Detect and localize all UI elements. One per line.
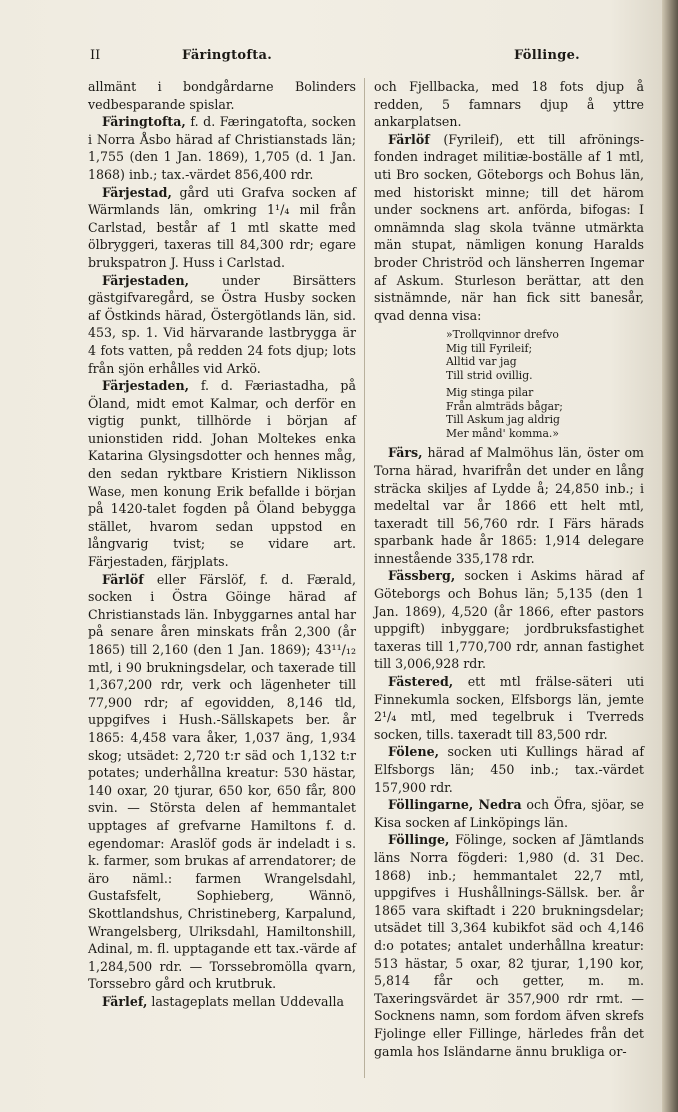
verse-line: Alltid var jag [446, 355, 517, 369]
verse-stanza [446, 386, 644, 440]
headword: Färjestaden, [102, 272, 190, 288]
entry-farjestad: Färjestad, gård uti Grafva socken af Wärmlands län, omkring 1¹/₄ mil från Carlstad, består af 1 mtl skatte med ölbryggeri, taxeras till 84,300 rdr; egare brukspatron J. Huss i Carlstad. [88, 184, 356, 270]
right-column [374, 78, 644, 1060]
entry-farlef: Färlef, lastageplats mellan Uddevalla [102, 993, 345, 1009]
headword: Färlöf [102, 571, 144, 587]
verse-line: Mig stinga pilar [446, 386, 534, 400]
headword: Färjestaden, [102, 378, 190, 394]
verse-line: Mig till Fyrileif; [446, 341, 533, 355]
verse-stanza [446, 328, 644, 382]
headword: Färingtofta, [102, 114, 186, 130]
entry-continuation: allmänt i bondgårdarne Bolinders vedbesparande spislar. [88, 79, 356, 112]
entry-folene: Fölene, socken uti Kullings härad af Elfsborgs län; 450 inb.; tax.-värdet 157,900 rdr. [374, 744, 644, 795]
headword: Fässberg, [388, 568, 456, 584]
verse-line: Från almträds bågar; [446, 399, 563, 413]
entry-faringtofta: Färingtofta, f. d. Færingatofta, socken i Norra Åsbo härad af Christianstads län; 1,755 (den 1 Jan. 1869), 1,705 (d. 1 Jan. 1868) inb.; tax.-värdet 856,400 rdr. [88, 114, 356, 182]
entry-farjestaden-2: Färjestaden, f. d. Færiastadha, på Öland, midt emot Kalmar, och derför en vigtig punkt, tillhörde i början af unionstiden ridd. Johan Moltekes enka Katarina Glysingsdotter och hennes måg, den sedan ryktbare Kristiern Niklisson Wase, men konung Erik befallde i början på 1420-talet fogden på Öland bebygga stället, hvarom sedan uppstod en långvarig tvist; se vidare art. Färjestaden, färjplats. [88, 378, 356, 570]
entry-farjestaden-1: Färjestaden, under Birsätters gästgifvaregård, se Östra Husby socken af Östkinds härad, Östergötlands län, sid. 453, sp. 1. Vid härvarande lastbrygga är 4 fots vatten, på redden 24 fots djup; lots från sjön erhålles vid Arkö. [88, 272, 356, 376]
entry-continuation: och Fjellbacka, med 18 fots djup å redden, 5 famnars djup å yttre ankarplatsen. [374, 79, 644, 130]
entry-fastered: Fästered, ett mtl frälse-säteri uti Finnekumla socken, Elfsborgs län, jemte 2¹/₄ mtl, med tegelbruk i Tverreds socken, tills. taxeradt till 83,500 rdr. [374, 674, 644, 742]
verse-line: Mer månd' komma.» [446, 426, 559, 440]
entry-farlof-fyrileif: Färlöf (Fyrileif), ett till afrönings-fonden indraget militiæ-boställe af 1 mtl, uti Bro socken, Göteborgs och Bohus län, med historiskt minne; till det härom under socknens art. anförda, bifogas: I omnämnda slag skola tvänne utmärkta män stupat, nämligen konung Haralds broder Christröd och länsherren Ingemar af Askum. Sturleson berättar, att den sistnämnde, när han fick sitt banesår, qvad denna visa: [374, 131, 644, 323]
right-running-title: Föllinge. [513, 48, 580, 63]
left-running-title: Färingtofta. [182, 48, 273, 63]
column-divider [364, 78, 365, 1078]
verse-line: »Trollqvinnor drefvo [446, 328, 559, 342]
headword: Föllinge, [388, 832, 450, 848]
page-header [90, 48, 580, 68]
entry-follinge: Föllinge, Fölinge, socken af Jämtlands läns Norra fögderi: 1,980 (d. 31 Dec. 1868) inb.; hemmantalet 22,7 mtl, uppgifves i Hushållnings-Sällsk. ber. år 1865 vara skiftadt i 220 brukningsdelar; utsädet till 3,364 kubikfot säd och 4,146 d:o potates; antalet underhållna kreatur: 513 hästar, 5 oxar, 82 tjurar, 1,190 kor, 5,814 får och getter, m. m. Taxeringsvärdet är 357,900 rdr rmt. — Socknens namn, som fordom äfven skrefs Fjolinge eller Fillinge, härledes från det gamla hos Isländarne ännu brukliga or- [374, 832, 644, 1059]
verse-quote [446, 328, 644, 440]
page-edge [662, 0, 678, 1112]
left-column [88, 78, 356, 1010]
headword: Färlef, [102, 993, 148, 1009]
page-number: II [90, 48, 101, 63]
verse-line: Till Askum jag aldrig [446, 413, 560, 427]
verse-line: Till strid ovillig. [446, 368, 533, 382]
headword: Färjestad, [102, 184, 172, 200]
headword: Föllingarne, Nedra [388, 797, 522, 813]
entry-fassberg: Fässberg, socken i Askims härad af Göteborgs och Bohus län; 5,135 (den 1 Jan. 1869), 4,520 (år 1866, efter pastors uppgift) inbyggare; jordbruksfastighet taxeras till 1,770,700 rdr, annan fastighet till 3,006,928 rdr. [374, 568, 644, 672]
entry-farlof: Färlöf eller Färslöf, f. d. Færald, socken i Östra Göinge härad af Christianstads län. Inbyggarnes antal har på senare åren minskats från 2,300 (år 1865) till 2,160 (den 1 Jan. 1869); 43¹¹/₁₂ mtl, i 90 brukningsdelar, och taxerade till 1,367,200 rdr, verk och lägenheter till 77,900 rdr; af egovidden, 8,146 tld, uppgifves i Hush.-Sällskapets ber. år 1865: 4,458 vara åker, 1,037 äng, 1,934 skog; utsädet: 2,720 t:r säd och 1,132 t:r potates; underhållna kreatur: 530 hästar, 140 oxar, 20 tjurar, 650 kor, 650 får, 800 svin. — Största delen af hemmantalet upptages af grefvarne Hamiltons f. d. egendomar: Araslöf gods är indeladt i s. k. farmer, som brukas af arrendatorer; de äro näml.: farmen Wrangelsdahl, Gustafsfelt, Sophieberg, Wännö, Skottlandshus, Christineberg, Karpalund, Wrangelsberg, Ulriksdahl, Hamiltonshill, Adinal, m. fl. upptagande ett tax.-värde af 1,284,500 rdr. — Torssebromölla qvarn, Torssebro gård och krutbruk. [88, 571, 356, 992]
entry-fars: Färs, härad af Malmöhus län, öster om Torna härad, hvarifrån det under en lång sträcka skiljes af Lydde å; 24,850 inb.; i medeltal var år 1866 ett helt mtl, taxeradt till 56,760 rdr. I Färs härads sparbank hade år 1865: 1,914 delegare innestående 335,178 rdr. [374, 445, 644, 566]
headword: Färs, [388, 445, 423, 461]
headword: Fästered, [388, 674, 454, 690]
headword: Färlöf [388, 131, 430, 147]
headword: Fölene, [388, 744, 440, 760]
entry-follingarne: Föllingarne, Nedra och Öfra, sjöar, se Kisa socken af Linköpings län. [374, 797, 644, 830]
